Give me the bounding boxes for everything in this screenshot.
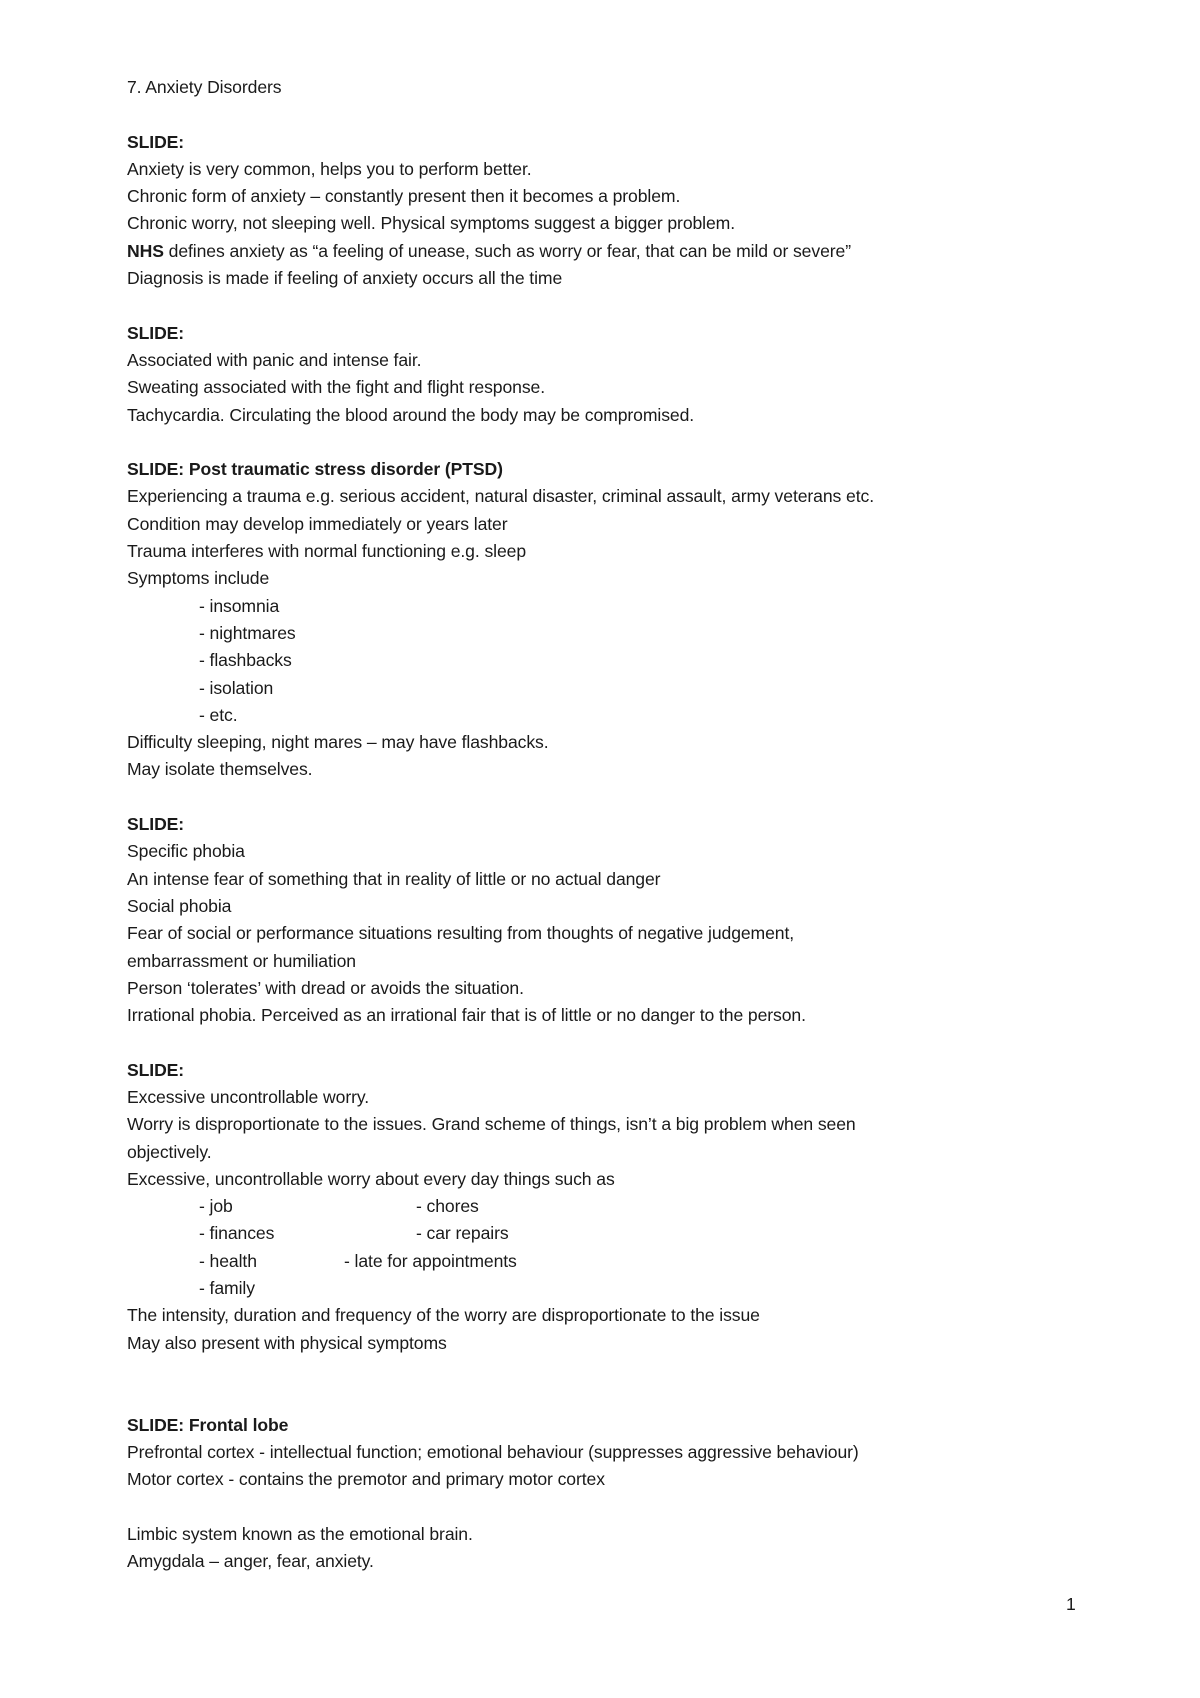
worry-row [127,1248,1127,1275]
text-line: The intensity, duration and frequency of the worry are disproportionate to the issue [127,1305,760,1326]
worry-item: - finances [199,1223,275,1244]
text-line: Irrational phobia. Perceived as an irrational fair that is of little or no danger to the person. [127,1005,806,1026]
slide-heading-1: SLIDE: [127,131,185,152]
text-line: Sweating associated with the fight and flight response. [127,377,545,398]
symptom-item: - insomnia [199,595,280,616]
nhs-definition: defines anxiety as “a feeling of unease, such as worry or fear, that can be mild or severe” [163,240,851,261]
slide-heading-5: SLIDE: [127,1059,185,1080]
text-line: embarrassment or humiliation [127,950,356,971]
symptom-item: - flashbacks [199,650,292,671]
text-line: Condition may develop immediately or years later [127,513,508,534]
text-line: May also present with physical symptoms [127,1332,447,1353]
worry-item: - late for appointments [344,1250,517,1271]
text-line: Difficulty sleeping, night mares – may have flashbacks. [127,732,549,753]
text-line: May isolate themselves. [127,759,313,780]
text-line: Chronic worry, not sleeping well. Physical symptoms suggest a bigger problem. [127,213,736,234]
symptom-item: - etc. [199,704,238,725]
symptom-item: - nightmares [199,622,296,643]
text-line: Associated with panic and intense fair. [127,349,422,370]
worry-row [127,1220,1127,1247]
text-line: Anxiety is very common, helps you to perform better. [127,158,532,179]
text-line: Diagnosis is made if feeling of anxiety occurs all the time [127,268,563,289]
text-line: Worry is disproportionate to the issues. Grand scheme of things, isn’t a big problem when seen [127,1114,856,1135]
text-line: Tachycardia. Circulating the blood around the body may be compromised. [127,404,695,425]
slide-heading-2: SLIDE: [127,322,185,343]
text-line: Person ‘tolerates’ with dread or avoids the situation. [127,977,524,998]
text-line: Excessive, uncontrollable worry about every day things such as [127,1168,615,1189]
worry-item: - job [199,1196,233,1217]
worry-row [127,1275,1127,1302]
text-line: Social phobia [127,895,232,916]
document-title: 7. Anxiety Disorders [127,77,282,97]
slide-heading-frontal-lobe: SLIDE: Frontal lobe [127,1414,289,1435]
text-line: Excessive uncontrollable worry. [127,1086,370,1107]
symptom-item: - isolation [199,677,274,698]
text-line: Trauma interferes with normal functioning e.g. sleep [127,541,527,562]
text-line: Prefrontal cortex - intellectual function; emotional behaviour (suppresses aggressive behaviour) [127,1441,859,1462]
worry-item: - health [199,1250,257,1271]
text-line: Fear of social or performance situations resulting from thoughts of negative judgement, [127,923,795,944]
text-line: Symptoms include [127,568,270,589]
text-line: Experiencing a trauma e.g. serious accident, natural disaster, criminal assault, army veterans etc. [127,486,874,507]
text-line: Amygdala – anger, fear, anxiety. [127,1551,374,1572]
worry-item: - car repairs [416,1223,509,1244]
worry-item: - chores [416,1196,479,1217]
text-line: Motor cortex - contains the premotor and primary motor cortex [127,1469,605,1490]
text-line [127,238,1127,265]
text-line: objectively. [127,1141,212,1162]
text-line: Specific phobia [127,841,245,862]
text-line: An intense fear of something that in reality of little or no actual danger [127,868,661,889]
worry-row [127,1193,1127,1220]
slide-heading-ptsd: SLIDE: Post traumatic stress disorder (PTSD) [127,459,503,480]
slide-heading-4: SLIDE: [127,814,185,835]
text-line: Limbic system known as the emotional brain. [127,1523,473,1544]
page-number: 1 [1066,1594,1076,1614]
text-line: Chronic form of anxiety – constantly present then it becomes a problem. [127,186,681,207]
document-page [127,74,1127,1575]
nhs-label: NHS [127,240,164,261]
worry-item: - family [199,1278,255,1299]
